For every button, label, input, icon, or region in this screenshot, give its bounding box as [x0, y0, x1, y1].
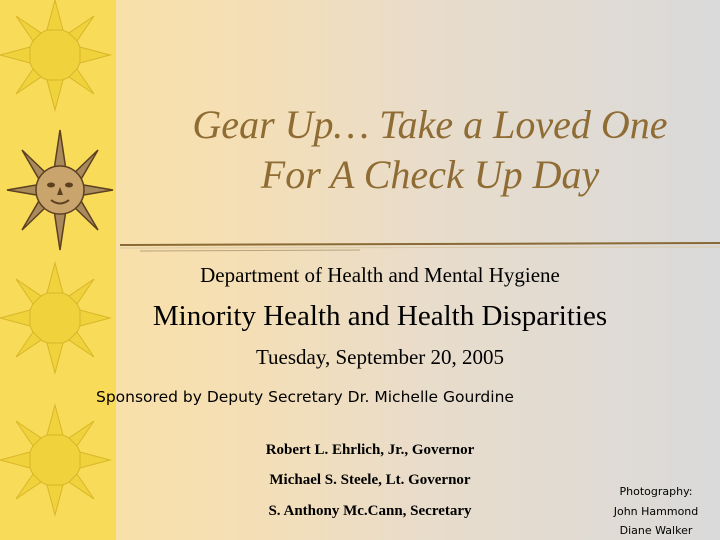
sun-icon	[0, 0, 116, 130]
official-governor: Robert L. Ehrlich, Jr., Governor	[265, 442, 475, 458]
official-lt-governor: Michael S. Steele, Lt. Governor	[269, 472, 471, 488]
sun-sidebar	[0, 0, 116, 540]
program-name: Minority Health and Health Disparities	[152, 300, 608, 332]
title-line-2: For A Check Up Day	[260, 152, 600, 197]
title-divider	[120, 236, 720, 258]
sun-face-emblem-icon	[2, 125, 118, 255]
sponsor-line: Sponsored by Deputy Secretary Dr. Michelle Gourdine	[96, 388, 514, 406]
photography-label: Photography:	[619, 485, 693, 498]
sun-icon	[0, 395, 116, 540]
photographer-name: Diane Walker	[619, 524, 693, 537]
official-secretary: S. Anthony Mc.Cann, Secretary	[268, 503, 472, 519]
slide-title	[120, 100, 720, 200]
event-date: Tuesday, September 20, 2005	[255, 345, 505, 369]
title-line-1: Gear Up… Take a Loved One	[192, 102, 668, 147]
sun-icon	[0, 258, 116, 388]
photographer-name: John Hammond	[613, 505, 699, 518]
department-name: Department of Health and Mental Hygiene	[200, 263, 560, 287]
